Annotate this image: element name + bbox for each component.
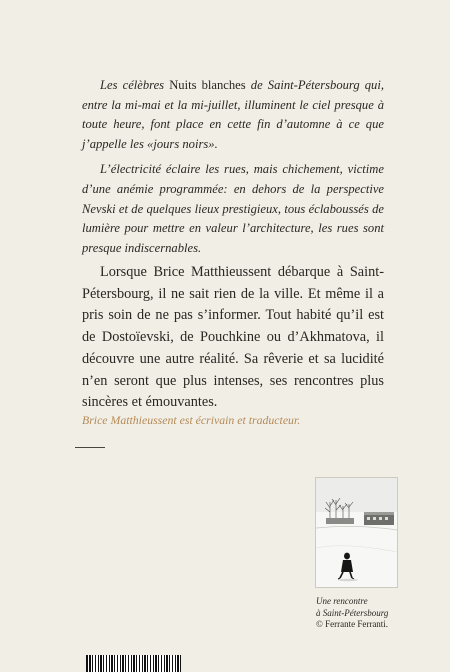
intro-block xyxy=(82,76,384,258)
main-paragraph: Lorsque Brice Matthieussent débarque à Saint-Pétersbourg, il ne sait rien de la ville. Et même il a pris soin de ne pas s’informer. Tout habité qu’il est de Dostoïevski, de Pouchkine ou d’Akhmatova, il découvre une autre réalité. Sa rêverie et sa lucidité n’en seront que plus intenses, ses rencontres plus sincères et émouvantes. xyxy=(82,264,384,411)
snow-scene-photo xyxy=(316,478,397,587)
caption-line-2: à Saint-Pétersbourg xyxy=(316,607,389,618)
caption-credit: © Ferrante Ferranti. xyxy=(316,619,389,629)
intro-paragraph-1 xyxy=(82,76,384,154)
intro-paragraph-2: L’électricité éclaire les rues, mais chichement, victime d’une anémie programmée: en dehors de la perspective Nevski et de quelques lieux prestigieux, tous éclaboussés de lumière pour mettre en valeur l’architecture, les rues sont presque indiscernables. xyxy=(82,162,384,255)
intro-p1-after: de Saint-Pétersbourg qui, entre la mi-mai et la mi-juillet, illuminent le ciel presque à toute heure, font place en cette fin d’automne à ce que j’appelle les «jours noirs». xyxy=(82,78,384,151)
author-note: Brice Matthieussent est écrivain et traducteur. xyxy=(82,413,301,427)
cover-photo xyxy=(316,478,397,587)
intro-p1-title: Nuits blanches xyxy=(169,78,246,92)
barcode xyxy=(86,655,181,672)
caption-line-1: Une rencontre xyxy=(316,596,368,606)
intro-p1-before: Les célèbres xyxy=(100,78,165,92)
photo-caption xyxy=(316,596,416,631)
divider-rule xyxy=(75,447,105,448)
